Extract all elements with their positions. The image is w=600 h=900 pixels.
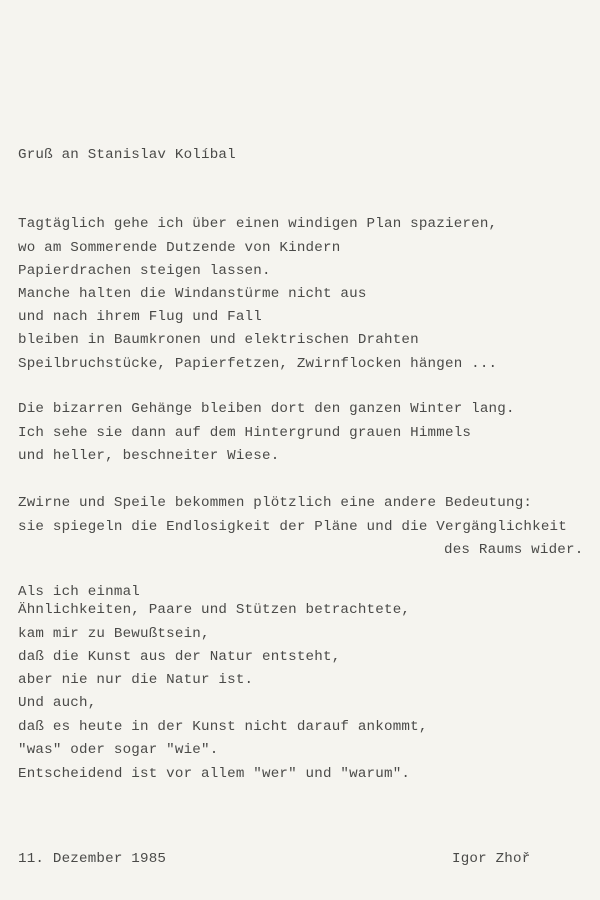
stanza4-line1: Als ich einmal (18, 584, 140, 600)
stanza2-line3: und heller, beschneiter Wiese. (18, 448, 280, 464)
stanza1-line1: Tagtäglich gehe ich über einen windigen Plan spazieren, (18, 216, 498, 232)
letter-signature: Igor Zhoř (452, 851, 531, 867)
stanza4-line6: Und auch, (18, 695, 97, 711)
stanza4-line3: kam mir zu Bewußtsein, (18, 626, 210, 642)
stanza4-line2: Ähnlichkeiten, Paare und Stützen betrachtete, (18, 602, 411, 618)
stanza2-line1: Die bizarren Gehänge bleiben dort den ganzen Winter lang. (18, 401, 515, 417)
stanza1-line3: Papierdrachen steigen lassen. (18, 263, 271, 279)
stanza1-line6: bleiben in Baumkronen und elektrischen Drahten (18, 332, 419, 348)
stanza4-line7: daß es heute in der Kunst nicht darauf ankommt, (18, 719, 428, 735)
stanza3-line3: des Raums wider. (444, 542, 584, 558)
stanza3-line1: Zwirne und Speile bekommen plötzlich eine andere Bedeutung: (18, 495, 533, 511)
stanza4-line9: Entscheidend ist vor allem "wer" und "warum". (18, 766, 411, 782)
stanza1-line7: Speilbruchstücke, Papierfetzen, Zwirnflocken hängen ... (18, 356, 498, 372)
stanza1-line2: wo am Sommerende Dutzende von Kindern (18, 240, 341, 256)
stanza4-line4: daß die Kunst aus der Natur entsteht, (18, 649, 341, 665)
stanza1-line4: Manche halten die Windanstürme nicht aus (18, 286, 367, 302)
stanza3-line2: sie spiegeln die Endlosigkeit der Pläne und die Vergänglichkeit (18, 519, 567, 535)
letter-date: 11. Dezember 1985 (18, 851, 167, 867)
letter-title: Gruß an Stanislav Kolíbal (18, 147, 236, 163)
stanza4-line5: aber nie nur die Natur ist. (18, 672, 254, 688)
stanza2-line2: Ich sehe sie dann auf dem Hintergrund grauen Himmels (18, 425, 472, 441)
stanza1-line5: und nach ihrem Flug und Fall (18, 309, 262, 325)
stanza4-line8: "was" oder sogar "wie". (18, 742, 219, 758)
